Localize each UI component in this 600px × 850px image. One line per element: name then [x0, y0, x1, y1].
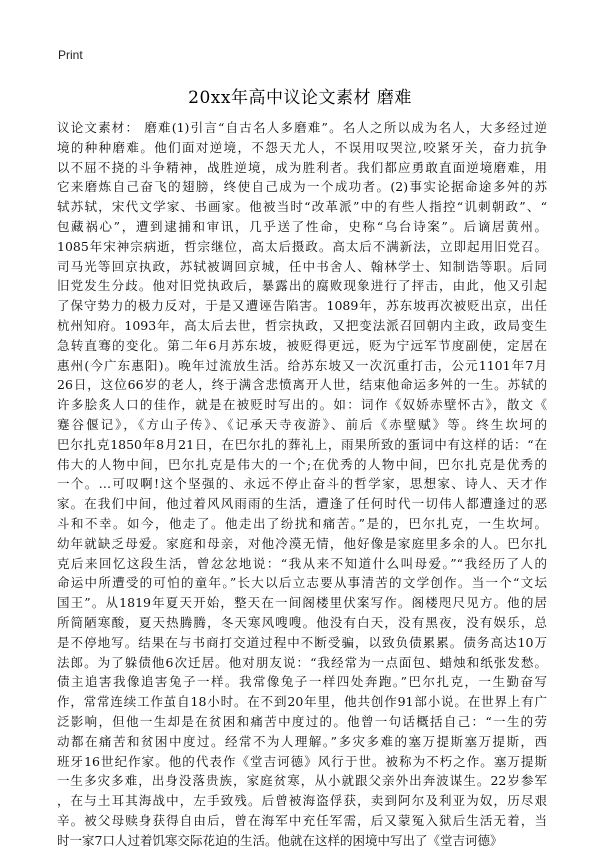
body-text-line: 时一家7口人过着饥寒交际花迫的生活。他就在这样的困境中写出了《堂吉诃德》	[57, 832, 503, 848]
body-text-line: 斗和不幸。如今，他走了。他走出了纷扰和痛苦。”是的，巴尔扎克，一生坎坷。	[57, 515, 547, 531]
print-label[interactable]: Print	[58, 48, 83, 62]
body-text-line: 幼年就缺乏母爱。家庭和母亲，对他冷漠无情，他好像是家庭里多余的人。巴尔扎	[57, 535, 547, 551]
body-text-line: 它来磨炼自己奋飞的翅膀，终使自己成为一个成功者。(2)事实论据命途多舛的苏	[57, 179, 547, 195]
body-text-line: 班牙16世纪作家。他的代表作《堂吉诃德》风行于世。被称为不朽之作。塞万提斯	[57, 753, 547, 769]
body-text-line: 动都在痛苦和贫困中度过。经常不为人理解。”多灾多难的塞万提斯塞万提斯，西	[57, 733, 547, 749]
body-text-line: 伟大的人物中间，巴尔扎克是伟大的一个;在优秀的人物中间，巴尔扎克是优秀的	[57, 456, 547, 472]
body-text-line: 家。在我们中间，他过着风风雨雨的生活，遭逢了任何时代一切伟人都遭逢过的恶	[57, 496, 547, 512]
body-text-line: 命运中所遭受的可怕的童年。”长大以后立志要从事清苦的文学创作。当一个“文坛	[57, 575, 547, 591]
body-text-line: 轼苏轼，宋代文学家、书画家。他被当时“改革派”中的有些人指控“讥刺朝政”、“	[57, 199, 547, 215]
body-text-line: 克后来回忆这段生活，曾忿忿地说：“我从来不知道什么叫母爱。”“我经历了人的	[57, 555, 547, 571]
body-text-line: 泛影响，但他一生却是在贫困和痛苦中度过的。他曾一句话概括自己：“一生的劳	[57, 713, 547, 729]
body-text-line: 以不屈不挠的斗争精神，战胜逆境，成为胜利者。我们都应勇敢直面逆境磨难，用	[57, 159, 547, 175]
body-text-line: 巴尔扎克1850年8月21日，在巴尔扎的葬礼上，雨果所致的蛋词中有这样的话：“在	[57, 436, 547, 452]
body-text-line: 惠州(今广东惠阳)。晚年过流放生活。给苏东坡又一次沉重打击，公元1101年7月	[57, 357, 547, 373]
body-text-line: 一个。…可叹啊!这个坚强的、永远不停止奋斗的哲学家，思想家、诗人、天才作	[57, 476, 547, 492]
body-text-line: 了保守势力的极力反对，于是又遭诬告陷害。1089年，苏东坡再次被贬出京，出任	[57, 298, 547, 314]
document-body	[57, 118, 547, 850]
body-text-line: ，在与土耳其海战中，左手致残。后曾被海盗俘获，卖到阿尔及利亚为奴，历尽艰	[57, 793, 547, 809]
body-text-line: 许多脍炙人口的佳作，就是在被贬时写出的。如：词作《奴娇赤壁怀古》，散文《	[57, 397, 547, 413]
body-text-line: 境的种种磨难。他们面对逆境，不怨天尤人，不误用叹哭泣,咬紧牙关，奋力抗争	[57, 139, 547, 155]
body-text-line: 旧党发生分歧。他对旧党执政后，暴露出的腐败现象进行了抨击，由此，他又引起	[57, 278, 547, 294]
body-text-line: 是不停地写。结果在与书商打交道过程中不断受骗，以致负债累累。债务高达10万	[57, 634, 547, 650]
body-text-line: 急转直骞的变化。第二年6月苏东坡，被贬得更远，贬为宁远军节度副使，定居在	[57, 337, 547, 353]
body-text-line: 所简陋寒酸，夏天热腾腾，冬天寒风嗖嗖。他没有白天，没有黑夜，没有娱乐，总	[57, 614, 547, 630]
body-text-line: 国王”。从1819年夏天开始，整天在一间阁楼里伏案写作。阁楼咫尺见方。他的居	[57, 595, 547, 611]
body-text-line: 债主追害我像追害兔子一样。我常像兔子一样四处奔跑。”巴尔扎克，一生勤奋写	[57, 674, 547, 690]
body-text-line: 1085年宋神宗病逝，哲宗继位，高太后摄政。高太后不满新法，立即起用旧党召。	[57, 238, 547, 254]
body-text-line: 蹇谷偃记》，《方山子传》、《记承天寺夜游》、前后《赤壁赋》等。终生坎坷的	[57, 416, 547, 432]
body-text-line: 议论文素材： 磨难(1)引言“自古名人多磨难”。名人之所以成为名人，大多经过逆	[57, 120, 547, 135]
document-title: 20xx年高中议论文素材 磨难	[188, 88, 412, 108]
body-text-line: 辛。被父母赎身获得自由后，曾在海军中充任军需，后又蒙冤入狱后生活无着，当	[57, 812, 547, 828]
body-text-line: 一生多灾多难，出身没落贵族，家庭贫寒，从小就跟父亲外出奔波谋生。22岁参军	[57, 773, 547, 789]
body-text-line: 法郎。为了躲债他6次迁居。他对朋友说：“我经常为一点面包、蜡烛和纸张发愁。	[57, 654, 547, 670]
body-text-line: 26日，这位66岁的老人，终于满含悲愤离开人世，结束他命运多舛的一生。苏轼的	[57, 377, 547, 393]
body-text-line: 作，常常连续工作茧自18小时。在不到20年里，他共创作91部小说。在世界上有广	[57, 694, 547, 710]
body-text-line: 司马光等回京执政，苏轼被调回京城，任中书舍人、翰林学士、知制诰等职。后同	[57, 258, 547, 274]
body-text-line: 包藏祸心”，遭到逮捕和审讯，几乎送了性命，史称“乌台诗案”。后谪居黄州。	[57, 218, 547, 234]
body-text-line: 杭州知府。1093年，高太后去世，哲宗执政，又把变法派召回朝内主政，政局变生	[57, 317, 547, 333]
